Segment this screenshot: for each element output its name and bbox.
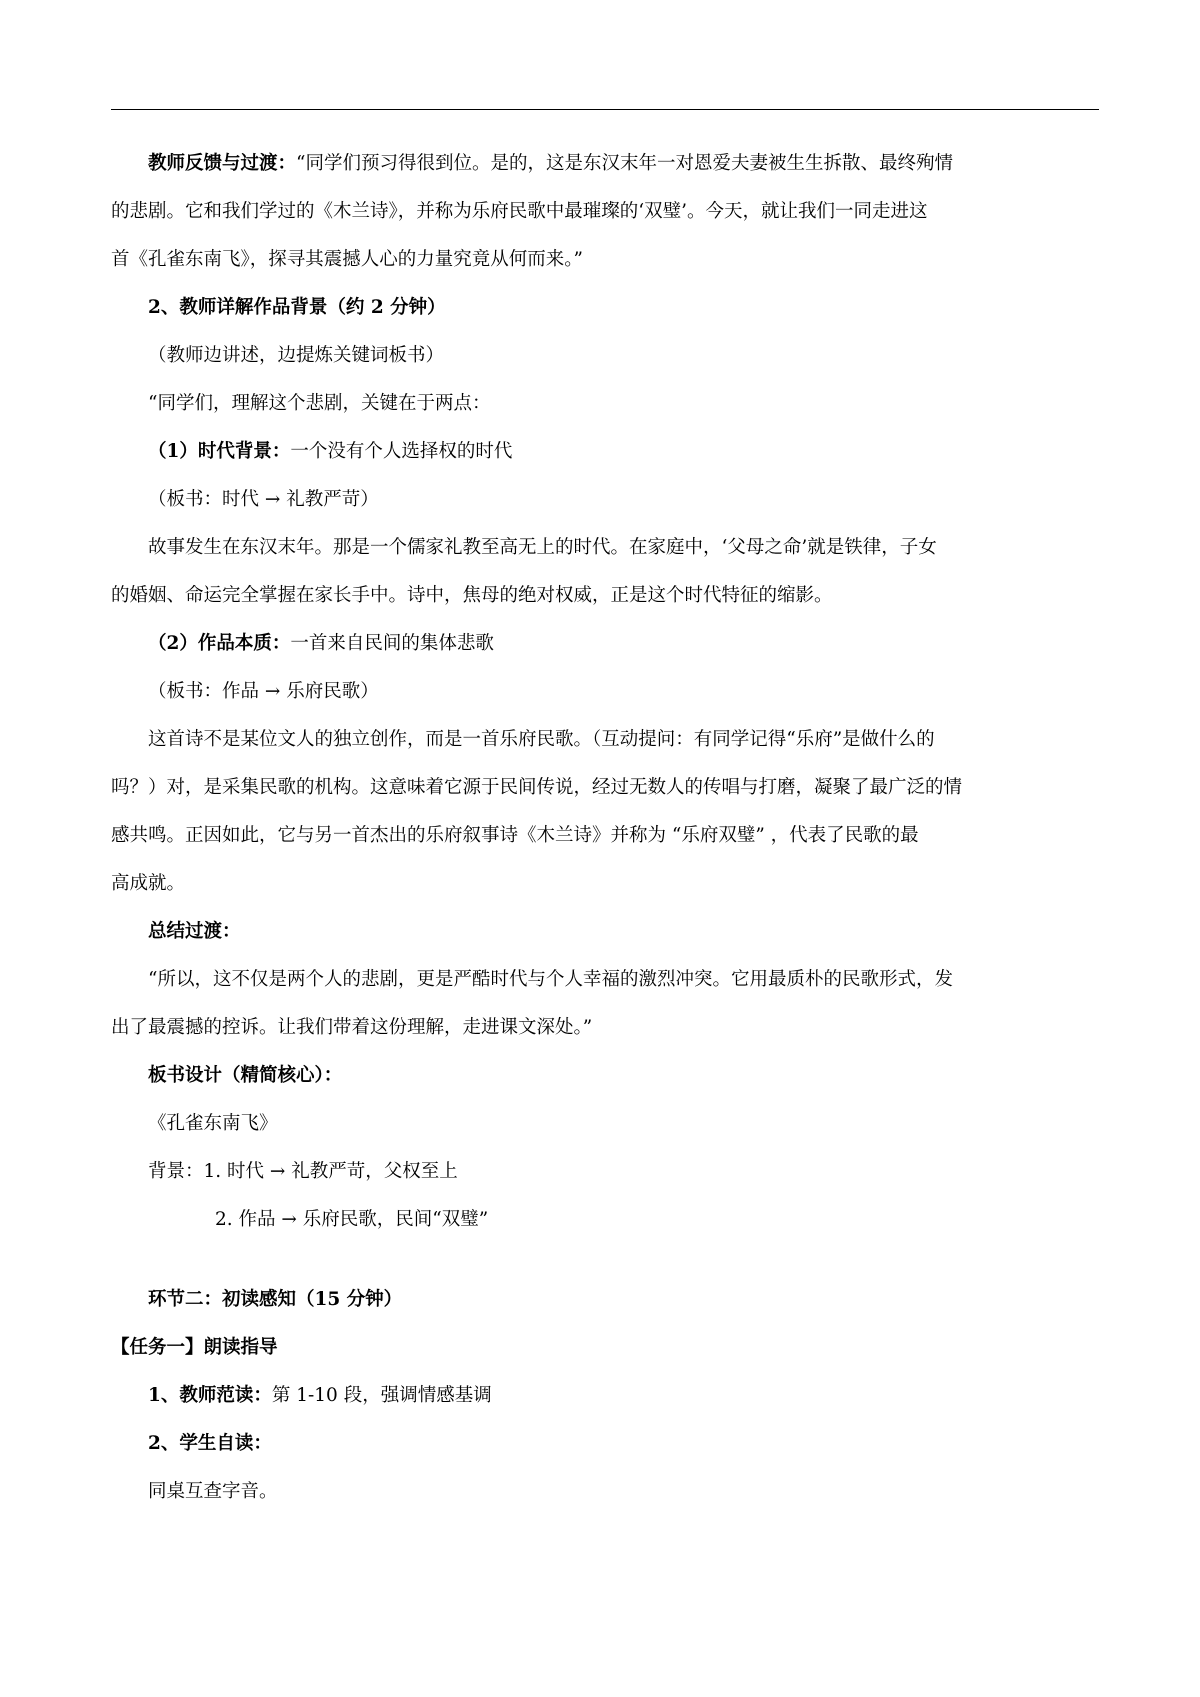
summary-line-1: “所以，这不仅是两个人的悲剧，更是严酷时代与个人幸福的激烈冲突。它用最质朴的民歌形式，发 (148, 969, 953, 990)
point-2-heading (111, 620, 1099, 668)
board-design-label: 板书设计（精简核心）： (148, 1065, 343, 1086)
step-1-text: 第 1-10 段，强调情感基调 (271, 1385, 492, 1406)
feedback-text-2: 的悲剧。它和我们学过的《木兰诗》，并称为乐府民歌中最璀璨的‘双璧’。今天，就让我们一同走进这 (111, 201, 928, 222)
point-2-text: 一首来自民间的集体悲歌 (290, 633, 494, 654)
point-2-label: （2）作品本质： (148, 633, 291, 654)
point-2-paragraph (111, 716, 1099, 908)
board-design-title: 《孔雀东南飞》 (148, 1113, 278, 1134)
point-1-label: （1）时代背景： (148, 441, 291, 462)
point-2-para-line-2: 吗？）对，是采集民歌的机构。这意味着它源于民间传说，经过无数人的传唱与打磨，凝聚了最广泛的情 (111, 777, 963, 798)
point-1-text: 一个没有个人选择权的时代 (290, 441, 513, 462)
step-2-label: 2、学生自读： (148, 1433, 272, 1454)
stage-2-title: 环节二：初读感知（15 分钟） (148, 1289, 403, 1310)
teacher-note: （教师边讲述，边提炼关键词板书） (148, 345, 445, 366)
board-design-item-1: 背景：1. 时代 → 礼教严苛，父权至上 (148, 1161, 458, 1182)
point-1-para-line-1: 故事发生在东汉末年。那是一个儒家礼教至高无上的时代。在家庭中，‘父母之命’就是铁律，子女 (148, 537, 937, 558)
point-2-para-line-3: 感共鸣。正因如此，它与另一首杰出的乐府叙事诗《木兰诗》并称为 “乐府双璧” ，代表了民歌的最 (111, 825, 919, 846)
feedback-text-3: 首《孔雀东南飞》，探寻其震撼人心的力量究竟从何而来。” (111, 249, 583, 270)
intro-line: “同学们，理解这个悲剧，关键在于两点： (148, 393, 491, 414)
board-design-item-2: 2. 作品 → 乐府民歌，民间“双璧” (215, 1209, 489, 1230)
feedback-text-1: “同学们预习得很到位。是的，这是东汉末年一对恩爱夫妻被生生拆散、最终殉情 (296, 153, 953, 174)
document-body (111, 140, 1099, 1516)
point-2-para-line-4: 高成就。 (111, 873, 186, 894)
feedback-paragraph (111, 140, 1099, 284)
summary-label: 总结过渡： (148, 921, 241, 942)
step-1-label: 1、教师范读： (148, 1385, 272, 1406)
point-1-board: （板书：时代 → 礼教严苛） (148, 489, 379, 510)
point-1-para-line-2: 的婚姻、命运完全掌握在家长手中。诗中，焦母的绝对权威，正是这个时代特征的缩影。 (111, 585, 833, 606)
summary-paragraph (111, 956, 1099, 1052)
point-2-board: （板书：作品 → 乐府民歌） (148, 681, 379, 702)
feedback-label: 教师反馈与过渡： (148, 153, 297, 174)
step-2-text: 同桌互查字音。 (148, 1481, 278, 1502)
step-1 (111, 1372, 1099, 1420)
section-2-title: 2、教师详解作品背景（约 2 分钟） (148, 297, 446, 318)
point-1-heading (111, 428, 1099, 476)
point-1-paragraph (111, 524, 1099, 620)
summary-line-2: 出了最震撼的控诉。让我们带着这份理解，走进课文深处。” (111, 1017, 593, 1038)
point-2-para-line-1: 这首诗不是某位文人的独立创作，而是一首乐府民歌。（互动提问：有同学记得“乐府”是做什么的 (148, 729, 935, 750)
spacer (111, 1244, 1099, 1276)
task-1-title: 【任务一】朗读指导 (111, 1337, 278, 1358)
header-rule (111, 109, 1099, 110)
